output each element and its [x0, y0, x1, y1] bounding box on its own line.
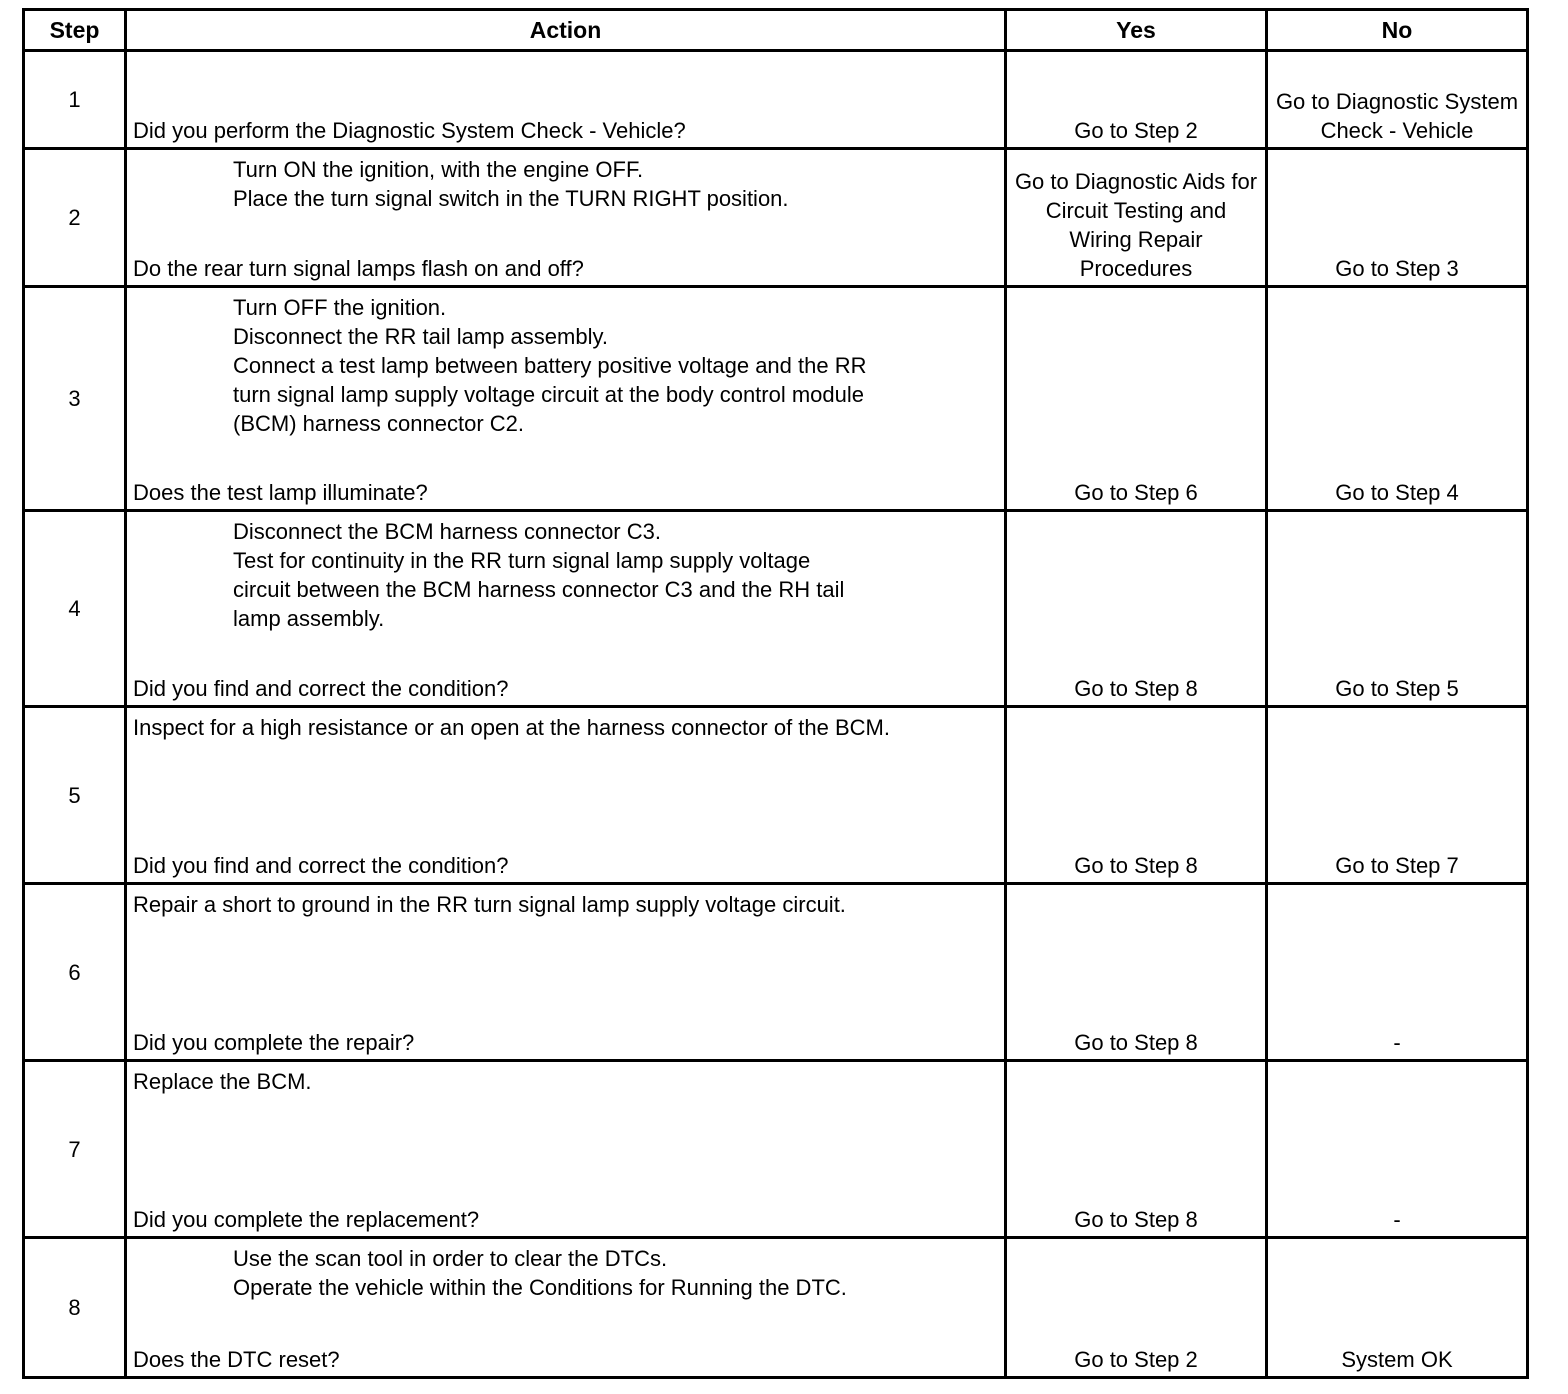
table-body	[24, 51, 1528, 1378]
table-row	[24, 884, 1528, 1061]
instruction-line: Operate the vehicle within the Conditions for Running the DTC.	[233, 1275, 847, 1300]
yes-result: Go to Step 6	[1006, 287, 1267, 511]
no-result: System OK	[1267, 1238, 1528, 1378]
table-row	[24, 511, 1528, 707]
no-result: Go to Step 5	[1267, 511, 1528, 707]
action-question: Did you complete the repair?	[133, 1030, 415, 1055]
step-number: 5	[24, 707, 126, 884]
no-result: -	[1267, 1061, 1528, 1238]
action-cell	[126, 884, 1006, 1061]
step-number: 1	[24, 51, 126, 149]
action-question: Did you complete the replacement?	[133, 1207, 480, 1232]
no-result: Go to Step 3	[1267, 149, 1528, 287]
instruction-line: Place the turn signal switch in the TURN RIGHT position.	[233, 186, 789, 211]
action-question: Did you find and correct the condition?	[133, 676, 509, 701]
action-question: Does the DTC reset?	[133, 1347, 340, 1372]
step-number: 4	[24, 511, 126, 707]
table-row	[24, 1061, 1528, 1238]
action-cell	[126, 1238, 1006, 1378]
yes-result: Go to Step 8	[1006, 884, 1267, 1061]
action-cell	[126, 149, 1006, 287]
instruction-line: Turn OFF the ignition.	[233, 295, 447, 320]
action-cell	[126, 511, 1006, 707]
header-action: Action	[126, 10, 1006, 51]
step-number: 2	[24, 149, 126, 287]
table-row	[24, 149, 1528, 287]
diagnostic-table	[22, 8, 1529, 1379]
no-result: -	[1267, 884, 1528, 1061]
no-result: Go to Step 4	[1267, 287, 1528, 511]
step-number: 8	[24, 1238, 126, 1378]
instruction-line: Test for continuity in the RR turn signal lamp supply voltage circuit between the BCM harness connector C3 and the RH tail lamp assembly.	[233, 548, 845, 631]
no-result: Go to Step 7	[1267, 707, 1528, 884]
instruction-line: Turn ON the ignition, with the engine OFF.	[233, 157, 644, 182]
step-number: 3	[24, 287, 126, 511]
table-row	[24, 707, 1528, 884]
action-instructions	[133, 517, 873, 633]
action-cell	[126, 707, 1006, 884]
action-instructions	[133, 155, 873, 213]
yes-result: Go to Diagnostic Aids for Circuit Testing and Wiring Repair Procedures	[1006, 149, 1267, 287]
action-question: Does the test lamp illuminate?	[133, 480, 428, 505]
yes-result: Go to Step 2	[1006, 51, 1267, 149]
action-instructions	[133, 1067, 998, 1096]
yes-result: Go to Step 8	[1006, 511, 1267, 707]
yes-result: Go to Step 8	[1006, 1061, 1267, 1238]
header-row	[24, 10, 1528, 51]
instruction-line: Disconnect the RR tail lamp assembly.	[233, 324, 608, 349]
table-row	[24, 51, 1528, 149]
action-lead-text: Replace the BCM.	[133, 1069, 312, 1094]
table-row	[24, 1238, 1528, 1378]
action-instructions	[133, 890, 998, 919]
action-lead-text: Inspect for a high resistance or an open at the harness connector of the BCM.	[133, 715, 890, 740]
action-question: Did you find and correct the condition?	[133, 853, 509, 878]
header-no: No	[1267, 10, 1528, 51]
header-yes: Yes	[1006, 10, 1267, 51]
action-question: Do the rear turn signal lamps flash on and off?	[133, 256, 584, 281]
action-instructions	[133, 713, 998, 742]
action-question: Did you perform the Diagnostic System Check - Vehicle?	[133, 118, 686, 143]
step-number: 6	[24, 884, 126, 1061]
table-row	[24, 287, 1528, 511]
action-lead-text: Repair a short to ground in the RR turn signal lamp supply voltage circuit.	[133, 892, 846, 917]
instruction-line: Use the scan tool in order to clear the DTCs.	[233, 1246, 668, 1271]
yes-result: Go to Step 8	[1006, 707, 1267, 884]
no-result: Go to Diagnostic System Check - Vehicle	[1267, 51, 1528, 149]
header-step: Step	[24, 10, 126, 51]
step-number: 7	[24, 1061, 126, 1238]
action-instructions	[133, 1244, 873, 1302]
yes-result: Go to Step 2	[1006, 1238, 1267, 1378]
action-instructions	[133, 293, 873, 438]
action-cell	[126, 51, 1006, 149]
instruction-line: Disconnect the BCM harness connector C3.	[233, 519, 661, 544]
instruction-line: Connect a test lamp between battery positive voltage and the RR turn signal lamp supply voltage circuit at the body control module (BCM) harness connector C2.	[233, 353, 867, 436]
action-cell	[126, 1061, 1006, 1238]
action-cell	[126, 287, 1006, 511]
